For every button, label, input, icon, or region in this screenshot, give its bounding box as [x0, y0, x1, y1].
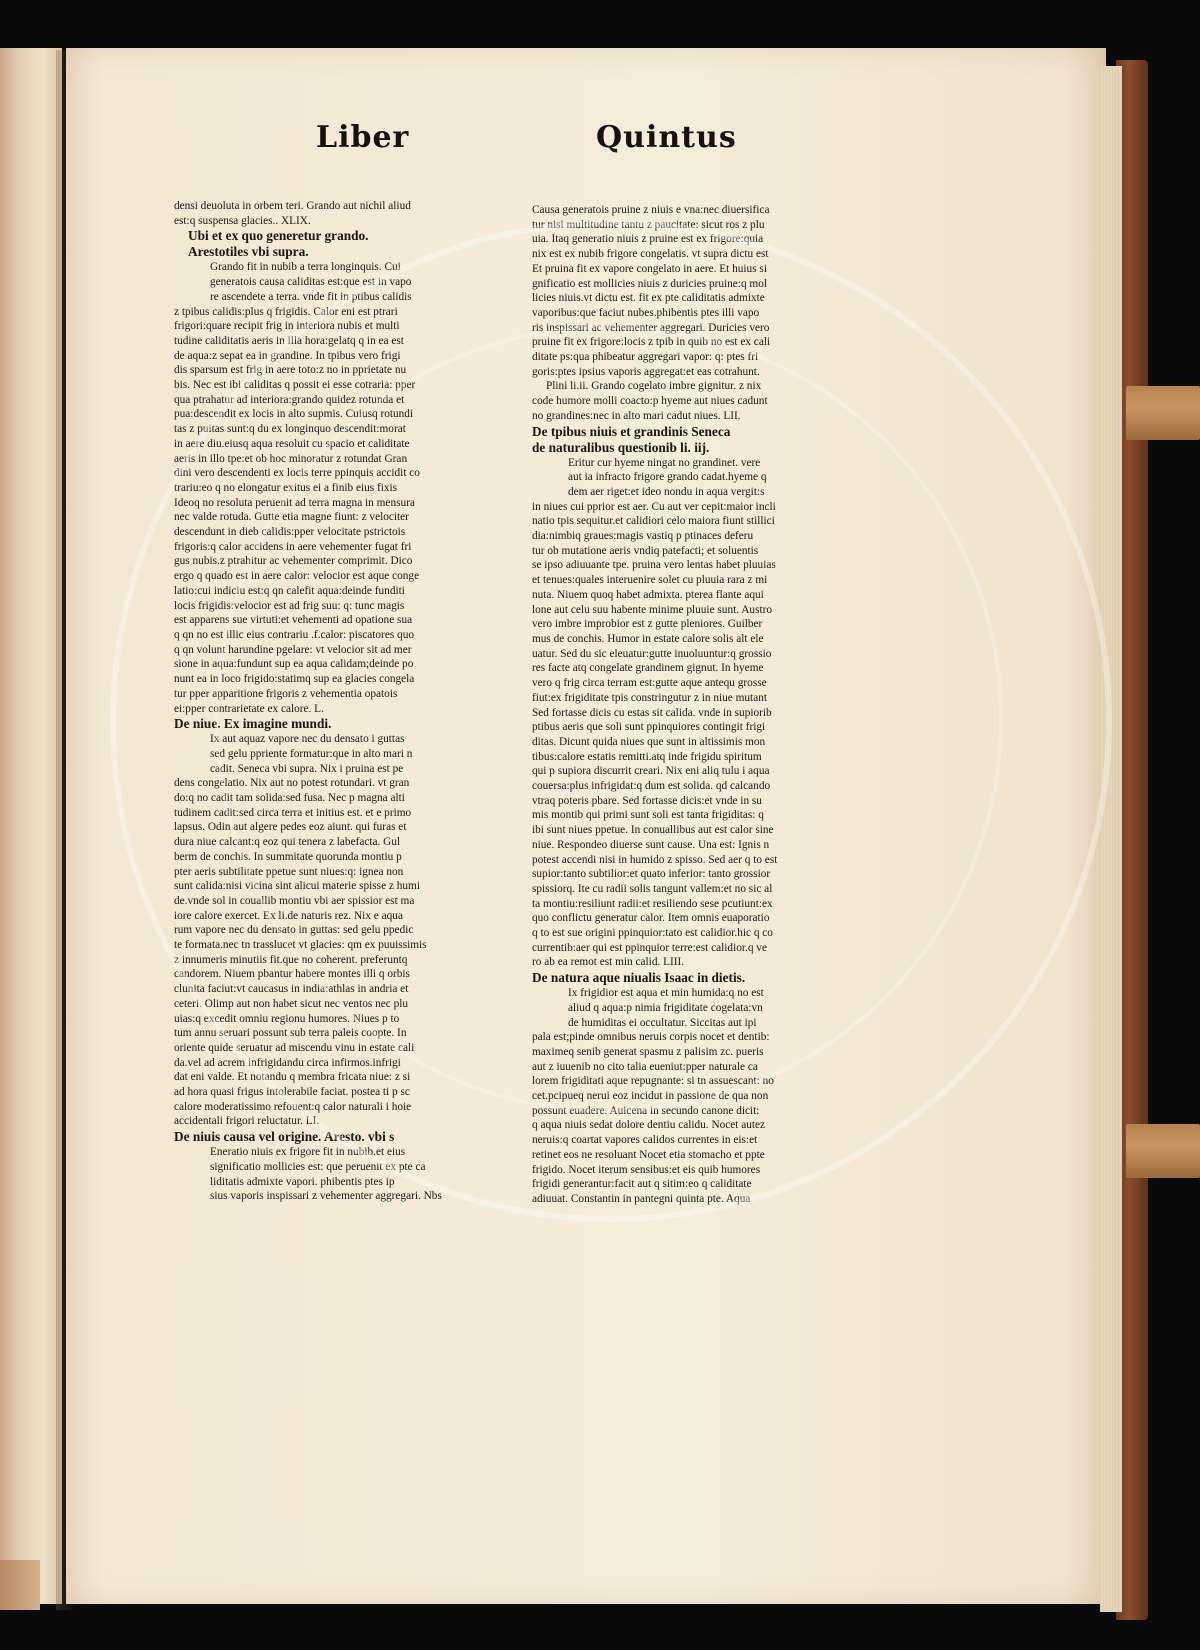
rubric-heading: de naturalibus questionib li. iij.: [532, 439, 710, 455]
text-line: res facte atq congelate grandinem gignut. In hyeme: [532, 662, 764, 675]
text-line: nuta. Niuem quoq habet admixta. pterea flante aqui: [532, 588, 764, 601]
rubric-heading: De natura aque niualis Isaac in dietis.: [532, 970, 746, 986]
text-line: significatio mollicies est: que peruenit ex pte ca: [210, 1160, 426, 1173]
facing-page-edge: [0, 48, 62, 1604]
text-line: tibus:calore estatis remitti.atq inde frigidu spiritum: [532, 750, 762, 763]
text-line: pruine fit ex frigore:locis z tpib in quib no est ex cali: [532, 336, 771, 349]
text-line: in niues cui pprior est aer. Cu aut ver cepit:maior incli: [532, 500, 776, 513]
text-line: Ix frigidior est aqua et min humida:q no est: [568, 987, 764, 1000]
binding-tie-left: [0, 1560, 40, 1610]
text-line: pter aeris subtilitate ppetue sunt niues:q: ignea non: [174, 865, 404, 878]
text-line: Ix aut aquaz vapore nec du densato i guttas: [210, 733, 405, 746]
text-line: frigoris:q calor accidens in aere vehementer fugat fri: [174, 540, 412, 553]
text-line: Ideoq no resoluta peruenit ad terra magna in mensura: [174, 496, 415, 509]
text-line: ris inspissari ac vehementer aggregari. Duricies vero: [532, 321, 770, 334]
text-line: est apparens sue virtuti:et vehementi ad opatione sua: [174, 614, 413, 627]
text-line: nec valde rotuda. Gutte etia magne fiunt: z velociter: [174, 511, 409, 524]
text-line: tur nisi multitudine tantu z paucitate: sicut ros z plu: [532, 218, 765, 231]
text-line: iore calore exercet. Ex li.de naturis rez. Nix e aqua: [174, 909, 403, 922]
text-line: qua ptrahatur ad interiora:grando quidez rotunda et: [174, 393, 405, 406]
text-line: uias:q excedit omniu regionu humores. Niues p to: [174, 1012, 400, 1025]
text-line: de humiditas ei occultatur. Siccitas aut ipi: [568, 1016, 757, 1029]
text-line: bis. Nec est ibi caliditas q possit ei esse cotraria: pper: [174, 379, 416, 392]
text-line: de aqua:z sepat ea in grandine. In tpibus vero frigi: [174, 349, 401, 362]
text-line: accidentali frigori reluctatur. LI.: [174, 1115, 320, 1128]
text-line: ibi sunt niues ppetue. In conuallibus aut est calor sine: [532, 824, 774, 837]
text-line: ceteri. Olimp aut non habet sicut nec ventos nec plu: [174, 997, 409, 1010]
text-line: spissiorq. Ite cu radii solis tangunt vallem:et no sic al: [532, 882, 773, 895]
text-line: Plini li.ii. Grando cogelato imbre gignitur. z nix: [546, 380, 762, 393]
text-line: cet.pcipueq nerui eoz incidut in passione de qua non: [532, 1090, 769, 1103]
text-line: Sed fortasse dicis cu estas sit calida. vnde in supiorib: [532, 706, 772, 719]
text-line: currentib:aer qui est ppinquior terre:est calidior.q ve: [532, 941, 767, 954]
text-line: gnificatio est mollicies niuis z duricies pruine:q mol: [532, 277, 767, 290]
text-line: descendunt in dieb calidis:pper velocitate pstrictois: [174, 526, 406, 539]
text-line: q qn no est illic eius contrariu .f.calor: piscatores quo: [174, 628, 414, 641]
text-line: vero imbre improbior est z gutte pleniores. Guilber: [532, 618, 763, 631]
rubric-heading: Arestotiles vbi supra.: [188, 244, 309, 260]
running-head-right: Quintus: [596, 120, 737, 155]
text-line: ro ab ea remot est min calid. LIII.: [532, 956, 685, 969]
clasp-strap-top: [1126, 386, 1200, 440]
text-line: Causa generatois pruine z niuis e vna:nec diuersifica: [532, 204, 770, 216]
text-line: Et pruina fit ex vapore congelato in aere. Et huius si: [532, 262, 767, 275]
text-line: latio:cui indiciu est:q qn calefit aqua:deinde funditi: [174, 584, 405, 597]
text-line: trariu:eo q no elongatur exitus ei a finib eius fixis: [174, 481, 398, 494]
text-line: tas z puitas sunt:q du ex longinquo descendit:morat: [174, 423, 406, 436]
page-edge-stack: [1100, 66, 1122, 1612]
clasp-strap-bottom: [1126, 1124, 1200, 1178]
text-line: densi deuoluta in orbem teri. Grando aut nichil aliud: [174, 200, 411, 212]
text-line: et tenues:quales interuenire solet cu pluuia rara z mi: [532, 574, 768, 587]
text-line: ei:pper contrarietate ex calore. L.: [174, 702, 324, 715]
text-line: aliud q aqua:p nimia frigiditate cogelata:vn: [568, 1001, 763, 1014]
text-line: tudine caliditatis aeris in illa hora:gelatq q in ea est: [174, 334, 404, 347]
text-line: ta montiu:resiliunt radii:et resiliendo sese pcutiunt:ex: [532, 897, 773, 910]
text-line: dini vero descendenti ex locis terre ppinquis accidit co: [174, 467, 420, 480]
text-line: cadit. Seneca vbi supra. Nix i pruina est pe: [210, 762, 404, 775]
text-line: rum vapore nec du densato in guttas: sed gelu ppedic: [174, 924, 414, 937]
running-head-left: Liber: [316, 120, 410, 155]
text-line: frigido. Nocet iterum sensibus:et eis quib humores: [532, 1163, 761, 1176]
text-line: do:q no cadit tam solida:sed fusa. Nec p magna alti: [174, 792, 405, 805]
text-line: in aere diu.eiusq aqua resoluit cu spacio et caliditate: [174, 437, 410, 450]
text-line: vtraq poteris pbare. Sed fortasse dicis:et vnde in su: [532, 794, 762, 807]
text-line: est:q suspensa glacies.. XLIX.: [174, 214, 311, 227]
text-line: tum annu seruari possunt sub terra paleis coopte. In: [174, 1027, 407, 1040]
text-line: Eneratio niuis ex frigore fit in nubib.et eius: [210, 1146, 406, 1159]
text-line: dia:nimbiq graues:magis vastiq p ptinaces deferu: [532, 530, 754, 543]
text-line: frigidi generantur:facit aut q sitim:eo q caliditate: [532, 1178, 752, 1191]
text-line: code humore molli coacto:p hyeme aut niues cadunt: [532, 395, 768, 408]
text-line: lone aut celu suu habente minime pluuie sunt. Austro: [532, 603, 773, 616]
text-line: ptibus aeris que soli sunt ppinquiores contingit frigi: [532, 721, 766, 734]
text-line: pala est;pinde omnibus neruis corpis nocet et dentib:: [532, 1031, 770, 1044]
text-line: tur pper apparitione frigoris z vehementia opatois: [174, 687, 398, 700]
text-line: aut ia infracto frigore grando cadat.hyeme q: [568, 471, 767, 484]
text-line: sed gelu ppriente formatur:que in alto mari n: [210, 747, 413, 760]
text-line: dat eni valde. Et notandu q membra fricata niue: z si: [174, 1071, 411, 1084]
text-line: ditate ps:qua phibeatur aggregari vapor: q: ptes fri: [532, 351, 759, 364]
text-line: pua:descendit ex locis in alto supmis. Cuiusq rotundi: [174, 408, 414, 421]
text-line: Eritur cur hyeme ningat no grandinet. vere: [568, 456, 761, 469]
text-line: natio tpis sequitur.et calidiori celo maiora fiunt stillici: [532, 515, 775, 528]
text-line: mus de conchis. Humor in estate calore solis alt ele: [532, 632, 764, 645]
text-line: tur ob mutatione aeris vndiq patefacti; et soluentis: [532, 544, 759, 557]
text-line: quo conflictu generatur calor. Item omnis euaporatio: [532, 912, 770, 925]
text-line: vero q frig circa terram est:gutte aque antequ grosse: [532, 677, 767, 690]
text-line: gus nubis.z ptrahitur ac vehementer comprimit. Dico: [174, 555, 413, 568]
text-line: te formata.nec tn trasslucet vt glacies: qm ex puuissimis: [174, 939, 427, 952]
text-line: z tpibus calidis:plus q frigidis. Calor eni est ptrari: [174, 305, 398, 318]
text-line: dura niue calcant:q eoz qui tenera z labefacta. Gul: [174, 836, 401, 849]
text-line: nunt ea in loco frigido:statimq sup ea glacies congela: [174, 673, 415, 686]
text-line: ad hora quasi frigus intolerabile faciat. postea ti p sc: [174, 1086, 410, 1099]
text-line: sius vaporis inspissari z vehementer aggregari. Nbs: [210, 1190, 442, 1203]
text-line: dens congelatio. Nix aut no potest rotundari. vt gran: [174, 777, 410, 790]
text-line: maximeq senib generat spasmu z palisim zc. pueris: [532, 1045, 764, 1058]
text-line: qui p supiora discurrit creari. Nix eni aliq tulu i aqua: [532, 765, 770, 778]
text-line: uia. Itaq generatio niuis z pruine est ex frigore:quia: [532, 233, 764, 246]
text-line: berm de conchis. In summitate quorunda montiu p: [174, 850, 402, 863]
text-line: generatois causa caliditas est:que est in vapo: [210, 276, 412, 289]
text-line: candorem. Niuem pbantur habere montes illi q orbis: [174, 968, 410, 981]
text-line: fiut:ex frigiditate tpis constringutur z in niue mutant: [532, 691, 767, 704]
rubric-heading: De niuis causa vel origine. Aresto. vbi s: [174, 1129, 395, 1145]
text-column-left: [174, 199, 484, 1204]
text-line: re ascendete a terra. vnde fit in ptibus calidis: [210, 290, 412, 303]
text-line: sunt calida:nisi vicina sint alicui materie spisse z humi: [174, 880, 420, 893]
text-line: possunt euadere. Auicena in secundo canone dicit:: [532, 1104, 760, 1117]
text-column-right: [532, 203, 842, 1207]
text-line: de.vnde sol in couallib montiu vbi aer spissior est ma: [174, 894, 415, 907]
text-line: tudinem cadit:sed circa terra et initius est. et e primo: [174, 806, 412, 819]
text-line: aut z iuuenib no cito talia eueniut:pper naturale ca: [532, 1060, 758, 1073]
text-line: calore moderatissimo refouent:q calor naturali i hoie: [174, 1100, 412, 1113]
rubric-heading: De tpibus niuis et grandinis Seneca: [532, 423, 731, 439]
text-line: uatur. Sed du sic eleuatur:gutte inuoluuntur:q grossio: [532, 647, 772, 660]
text-line: frigori:quare recipit frig in interiora nubis et multi: [174, 320, 400, 333]
rubric-heading: De niue. Ex imagine mundi.: [174, 716, 332, 732]
text-line: lapsus. Odin aut algere pedes eoz aiunt. qui furas et: [174, 821, 407, 834]
text-line: licies niuis.vt dictu est. fit ex pte caliditatis admixte: [532, 292, 765, 305]
text-line: retinet eos ne resoluant Nocet etia stomacho et ppte: [532, 1148, 765, 1161]
text-line: potest accendi nisi in humido z spisso. Sed aer q to est: [532, 853, 778, 866]
text-line: z innumeris minutiis fit.que no coherent. preferuntq: [174, 953, 408, 966]
text-line: q aqua niuis sedat dolore dentiu calidu. Nocet autez: [532, 1119, 766, 1132]
text-line: couersa:plus infrigidat:q dum est solida. qd calcando: [532, 780, 771, 793]
text-line: locis frigidis:velocior est ad frig suu: q: tunc magis: [174, 599, 405, 612]
text-line: goris:ptes ipsius vaporis aggregat:et eas cotrahunt.: [532, 365, 760, 378]
text-line: liditatis admixte vapori. phibentis ptes ip: [210, 1175, 395, 1188]
text-line: se ipso adiuuante tpe. pruina vero lentas habet pluuias: [532, 559, 776, 572]
text-line: da.vel ad acrem infrigidandu circa infirmos.infrigi: [174, 1056, 401, 1069]
text-line: dis sparsum est frig in aere toto:z no in pprietate nu: [174, 364, 407, 377]
text-line: neruis:q coartat vapores calidos currentes in eis:et: [532, 1134, 758, 1147]
text-line: dem aer riget:et ideo nondu in aqua vergit:s: [568, 485, 765, 498]
text-line: oriente quide seruatur ad miscendu vinu in estate cali: [174, 1041, 415, 1054]
text-line: mis montib qui primi sunt soli est tanta frigiditas: q: [532, 809, 764, 822]
text-line: supior:tanto subtilior:et quato inferior: tanto grossior: [532, 868, 771, 881]
text-line: nix est ex nubib frigore congelatis. vt supra dictu est: [532, 248, 769, 261]
text-line: sione in aqua:fundunt sup ea aqua calidam;deinde po: [174, 658, 414, 671]
text-line: vaporibus:que faciut nubes.phibentis ptes illi vapo: [532, 306, 760, 319]
text-line: lorem frigiditati aque repugnante: si tn assuescant: no: [532, 1075, 774, 1088]
text-line: no grandines:nec in alto mari cadut niues. LII.: [532, 409, 741, 422]
rubric-heading: Ubi et ex quo generetur grando.: [188, 228, 369, 244]
text-line: clunita faciut:vt caucasus in india:athlas in andria et: [174, 983, 409, 996]
text-line: niue. Respondeo diuerse sunt cause. Una est: Ignis n: [532, 838, 770, 851]
text-line: ergo q quado est in aere calor: velocior est aque conge: [174, 570, 420, 583]
text-line: Grando fit in nubib a terra longinquis. Cui: [210, 261, 401, 274]
text-line: q qn volunt harundine pgelare: vt velocior sit ad mer: [174, 643, 412, 656]
text-line: q to est sue origini ppinquior:tato est calidior.hic q co: [532, 927, 773, 940]
text-line: aeris in illo tpe:et ob hoc minoratur z rotundat Gran: [174, 452, 408, 465]
text-line: ditas. Dicunt quida niues que sunt in altissimis mon: [532, 735, 766, 748]
text-line: adiuuat. Constantin in pantegni quinta pte. Aqua: [532, 1193, 751, 1205]
